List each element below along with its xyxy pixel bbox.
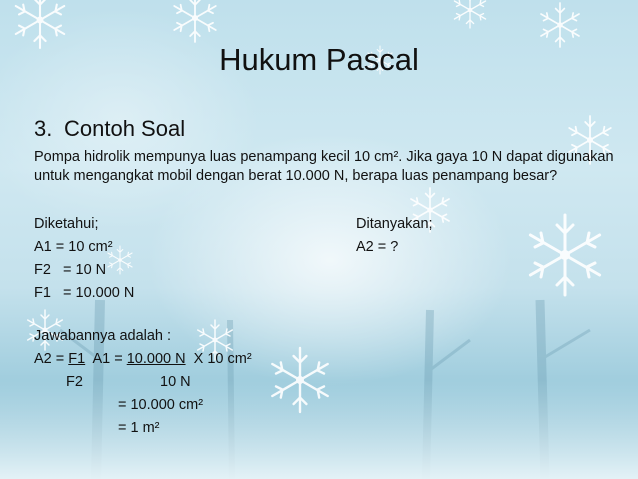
heading-text: Contoh Soal [64,116,186,141]
formula-denominator-f2: F2 [66,374,83,390]
asked-label: Ditanyakan; [356,216,433,232]
known-f1: F1 = 10.000 N [34,285,135,301]
known-f2: F2 = 10 N [34,262,107,278]
answer-label: Jawabannya adalah : [34,328,172,344]
formula-lhs: A2 = [34,351,69,367]
asked-a2: A2 = ? [356,239,399,255]
result-cm2: = 10.000 cm² [118,397,204,413]
formula-denominator-force: 10 N [160,374,191,390]
formula-numerator-f1: F1 [68,351,86,367]
formula-numerator-force: 10.000 N [126,351,186,367]
formula-mid: A1 = [85,351,127,367]
formula-line [34,350,252,369]
section-heading [34,114,185,144]
formula-rest: X 10 cm² [185,351,252,367]
heading-number: 3. [34,116,53,141]
result-m2: = 1 m² [118,420,160,436]
known-label: Diketahui; [34,216,99,232]
known-a1: A1 = 10 cm² [34,239,113,255]
problem-statement: Pompa hidrolik mempunya luas penampang kecil 10 cm². Jika gaya 10 N dapat digunakan untuk mengangkat mobil dengan berat 10.000 N, berapa luas penampang besar? [34,149,614,184]
slide-title: Hukum Pascal [219,42,419,77]
